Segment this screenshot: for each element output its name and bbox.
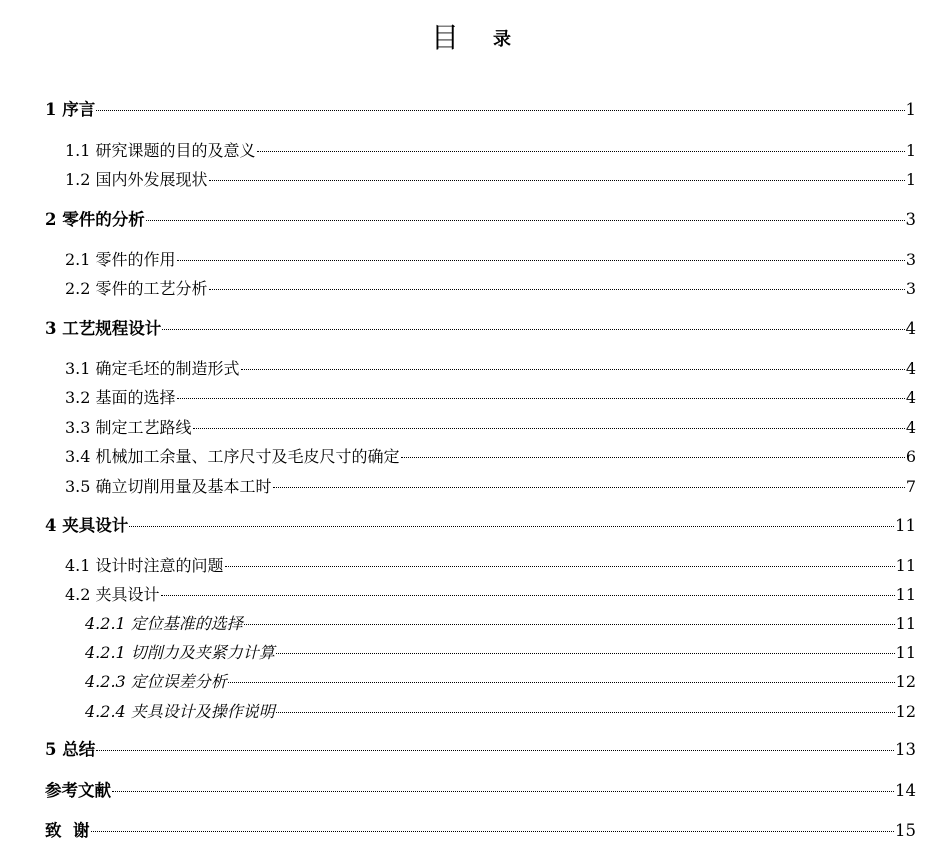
toc-entry-label: 4.2.4 夹具设计及操作说明 <box>85 702 275 721</box>
toc-entry-4-2-1[interactable] <box>85 612 916 636</box>
toc-entry-4-2-1b[interactable] <box>85 641 916 665</box>
toc-entry-acknowledgements[interactable] <box>45 819 916 843</box>
toc-entry-3-5[interactable] <box>65 475 916 499</box>
dot-leader <box>91 831 895 832</box>
toc-entry-3-1[interactable] <box>65 357 916 381</box>
toc-entry-label: 2.1 零件的作用 <box>65 250 176 269</box>
dot-leader <box>129 526 894 527</box>
dot-leader <box>241 369 905 370</box>
toc-entry-2-1[interactable] <box>65 248 916 272</box>
dot-leader <box>96 750 894 751</box>
dot-leader <box>96 110 904 111</box>
toc-entry-label: 3.5 确立切削用量及基本工时 <box>65 477 272 496</box>
dot-leader <box>209 180 905 181</box>
dot-leader <box>177 260 905 261</box>
toc-entry-chapter-1[interactable] <box>45 98 916 122</box>
dot-leader <box>244 624 895 625</box>
toc-entry-page: 4 <box>905 388 916 407</box>
dot-leader <box>209 289 905 290</box>
toc-entry-page: 3 <box>905 279 916 298</box>
dot-leader <box>161 595 895 596</box>
toc-entry-label: 1.1 研究课题的目的及意义 <box>65 141 256 160</box>
toc-entry-page: 4 <box>905 319 916 338</box>
dot-leader <box>162 329 904 330</box>
toc-entry-label: 4.1 设计时注意的问题 <box>65 556 224 575</box>
dot-leader <box>276 712 895 713</box>
toc-entry-page: 1 <box>905 100 916 119</box>
toc-entry-label: 3 工艺规程设计 <box>45 319 162 338</box>
toc-entry-page: 3 <box>905 210 916 229</box>
toc-entry-4-2-3[interactable] <box>85 670 916 694</box>
toc-entry-4-1[interactable] <box>65 554 916 578</box>
toc-entry-label: 4.2.1 切削力及夹紧力计算 <box>85 643 275 662</box>
toc-entry-page: 4 <box>905 418 916 437</box>
toc-entry-3-2[interactable] <box>65 386 916 410</box>
toc-entry-label: 2.2 零件的工艺分析 <box>65 279 208 298</box>
toc-entry-label: 5 总结 <box>45 740 96 759</box>
toc-entry-2-2[interactable] <box>65 277 916 301</box>
toc-entry-page: 13 <box>895 740 916 759</box>
toc-entry-4-2[interactable] <box>65 583 916 607</box>
toc-entry-page: 6 <box>905 447 916 466</box>
toc-entry-page: 14 <box>895 781 916 800</box>
dot-leader <box>193 428 905 429</box>
toc-entry-label: 3.1 确定毛坯的制造形式 <box>65 359 240 378</box>
toc-entry-label: 2 零件的分析 <box>45 210 145 229</box>
toc-entry-references[interactable] <box>45 779 916 803</box>
toc-entry-label: 3.3 制定工艺路线 <box>65 418 192 437</box>
dot-leader <box>228 682 895 683</box>
toc-entry-label: 4 夹具设计 <box>45 516 129 535</box>
dot-leader <box>146 220 905 221</box>
toc-entry-page: 4 <box>905 359 916 378</box>
toc-entry-chapter-5[interactable] <box>45 738 916 762</box>
toc-entry-1-2[interactable] <box>65 168 916 192</box>
toc-entry-page: 1 <box>905 170 916 189</box>
toc-entry-page: 1 <box>905 141 916 160</box>
toc-entry-4-2-4[interactable] <box>85 700 916 724</box>
toc-entry-label: 4.2 夹具设计 <box>65 585 160 604</box>
toc-entry-label: 参考文献 <box>45 781 111 800</box>
toc-entry-1-1[interactable] <box>65 139 916 163</box>
toc-entry-page: 11 <box>895 585 916 604</box>
toc-entry-chapter-3[interactable] <box>45 317 916 341</box>
toc-entry-page: 11 <box>895 614 916 633</box>
toc-entry-page: 11 <box>895 643 916 662</box>
dot-leader <box>177 398 905 399</box>
dot-leader <box>112 791 894 792</box>
toc-entry-label: 致 谢 <box>45 821 90 840</box>
toc-entry-label: 3.4 机械加工余量、工序尺寸及毛皮尺寸的确定 <box>65 447 400 466</box>
dot-leader <box>401 457 905 458</box>
dot-leader <box>257 151 905 152</box>
title-char-mu: 目 <box>430 21 459 54</box>
toc-entry-page: 12 <box>895 672 916 691</box>
toc-entry-page: 11 <box>895 516 916 535</box>
toc-entry-chapter-4[interactable] <box>45 514 916 538</box>
dot-leader <box>273 487 905 488</box>
toc-entry-page: 12 <box>895 702 916 721</box>
toc-entry-label: 3.2 基面的选择 <box>65 388 176 407</box>
toc-entry-label: 4.2.1 定位基准的选择 <box>85 614 243 633</box>
dot-leader <box>276 653 895 654</box>
toc-entry-label: 1.2 国内外发展现状 <box>65 170 208 189</box>
toc-entry-label: 4.2.3 定位误差分析 <box>85 672 227 691</box>
title-char-lu: 录 <box>493 29 511 50</box>
toc-entry-page: 11 <box>895 556 916 575</box>
toc-entry-3-4[interactable] <box>65 445 916 469</box>
toc-entry-3-3[interactable] <box>65 416 916 440</box>
toc-entry-label: 1 序言 <box>45 100 96 119</box>
toc-entry-page: 3 <box>905 250 916 269</box>
toc-entry-page: 7 <box>905 477 916 496</box>
dot-leader <box>225 566 895 567</box>
toc-entry-chapter-2[interactable] <box>45 208 916 232</box>
toc-entry-page: 15 <box>895 821 916 840</box>
